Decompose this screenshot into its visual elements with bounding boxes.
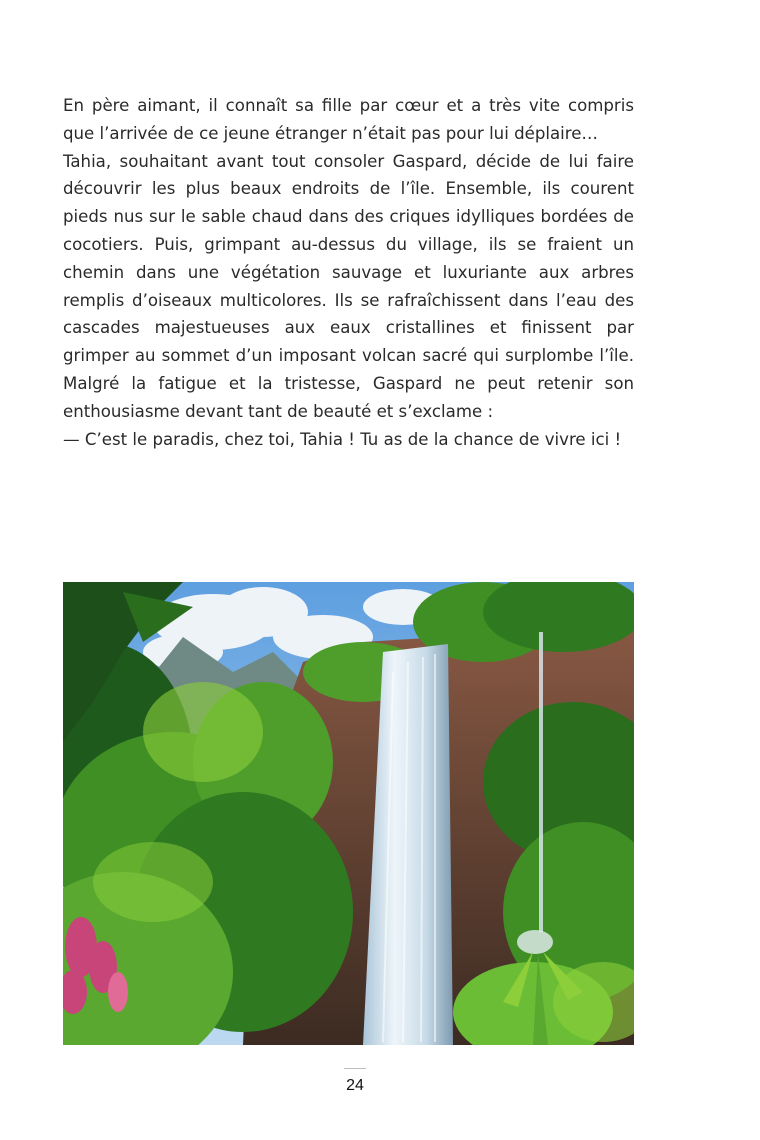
page-number-rule: [344, 1068, 366, 1069]
thin-waterfall: [539, 632, 543, 932]
page-number: 24: [346, 1077, 364, 1094]
paragraph-3: — C’est le paradis, chez toi, Tahia ! Tu as de la chance de vivre ici !: [63, 429, 622, 449]
waterfall-illustration: [63, 582, 634, 1045]
paragraph-1: En père aimant, il connaît sa fille par cœur et a très vite compris que l’arrivée de ce jeune étranger n’était pas pour lui déplaire…: [63, 96, 634, 143]
story-text: [63, 92, 634, 453]
mist: [517, 930, 553, 954]
waterfall-image: [63, 582, 634, 1045]
paragraph-2: Tahia, souhaitant avant tout consoler Gaspard, décide de lui faire découvrir les plus beaux endroits de l’île. Ensemble, ils courent pieds nus sur le sable chaud dans des criques idylliques bordées de cocotiers. Puis, grimpant au-dessus du village, ils se fraient un chemin dans une végétation sauvage et luxuriante aux arbres remplis d’oiseaux multicolores. Ils se rafraîchissent dans l’eau des cascades majestueuses aux eaux cristallines et finissent par grimper au sommet d’un imposant volcan sacré qui surplombe l’île. Malgré la fatigue et la tristesse, Gaspard ne peut retenir son enthousiasme devant tant de beauté et s’exclame :: [63, 151, 634, 421]
